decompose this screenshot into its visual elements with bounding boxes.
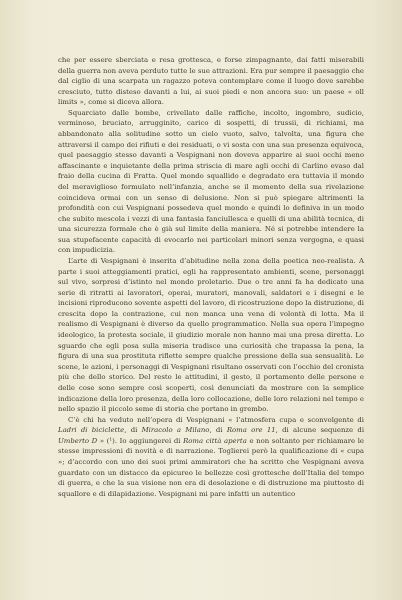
text-segment: , di alcune sequenze di xyxy=(275,426,365,435)
text-segment: L’arte di Vespignani è inserita d’abitudine nella zona della poetica neo-realista. A parte i suoi atteggiamenti pratici, egli ha rappresentato ambienti, scene, personaggi sul vivo, sorpresi d’istinto nel mondo proletario. Due o tre anni fa ha dedicato una serie di ritratti ai lavoratori, operai, muratori, manovali, saldatori e i disegni e le incisioni riproducono sovente aspetti del lavoro, di ricostruzione dopo la distruzione, di crescita dopo la contrazione, cui non manca una vena di volontà di lotta. Ma il realismo di Vespignani è diverso da quello programmatico. Nella sua opera l’impegno ideologico, la protesta sociale, il giudizio morale non hanno mai una presa diretta. Lo sguardo che egli posa sulla miseria tradisce una curiosità che trapassa la pena, la figura di una sua prostituta riflette sempre qualche pressione della sua sensualità. Le scene, le azioni, i personaggi di Vespignani risultano osservati con l’occhio del cronista più che dello storico. Del resto le attitudini, il gesto, il portamento delle persone e delle cose sono sempre così scoperti, così denunciati da mostrare con la semplice indicazione della loro presenza, della loro collocazione, delle loro relazioni nel tempo e nello spazio il piccolo seme di storia che portano in grembo. xyxy=(58,256,364,414)
italic-title: Roma città aperta xyxy=(183,436,247,445)
text-segment: » (¹). Io aggiungerei di xyxy=(97,436,184,445)
italic-title: Umberto D xyxy=(58,436,98,445)
text-segment: Squarciato dalle bombe, crivellato dalle raffiche, incolto, ingombro, sudicio, verminoso, bruciato, arrugginito, carico di sospetti, di trussii, di richiami, ma abbandonato alla solitudine sotto un cielo vuoto, salvo, talvolta, una figura che attraversi il campo dei rifiuti e dei residuati, o vi sosta con una sua presenza equivoca, quel paesaggio stesso davanti a Vespignani non doveva apparire ai suoi occhi meno affascinante e inquietante della prima striscia di mare agli occhi di Carlino evaso dal fraio della cucina di Fratta. Quel mondo squallido e degradato era tuttavia il mondo del meraviglioso formulato nell’infanzia, anche se il momento della sua rivelazione coincideva ormai con un senso di delusione. Non si può spiegare altrimenti la profondità con cui Vespignani possedeva quel mondo e quindi lo definiva in un modo che subito mescola i vezzi di una fantasia fanciullesca e quelli di una abilità tecnica, di una sicurezza formale che è già sul limite della maniera. Né si potrebbe intendere la sua stupefacente capacità di evocarlo nei particolari minori senza vergogna, e quasi con impudicizia. xyxy=(58,108,364,255)
text-segment: e non soltanto per richiamare le stesse impressioni di novità e di narrazione. Toglierei però la qualificazione di « cupa »; d’accordo con uno dei suoi primi ammiratori che ha scritto che Vespignani aveva guardato con un distacco da epicureo le bellezze così grottesche dell’Italia del tempo di guerra, e che la sua visione non era di desolazione e di distruzione ma piuttosto di squallore e di dilapidazione. Vespignani mi pare infatti un autentico xyxy=(58,436,364,498)
paragraph-1 xyxy=(58,55,364,108)
text-segment: , di xyxy=(209,426,227,435)
body-text xyxy=(58,55,364,499)
italic-title: Ladri di biciclette xyxy=(58,426,125,435)
italic-title: Roma ore 11 xyxy=(226,426,276,435)
paragraph-4 xyxy=(58,415,364,500)
italic-title: Miracolo a Milano xyxy=(141,426,210,435)
text-segment: che per essere sberciata e resa grottesca, e forse zimpagnante, dai fatti miserabili della guerra non aveva perduto tutte le sue attrazioni. Era pur sempre il paesaggio che dal ciglio di una scarpata un ragazzo poteva contemplare come il luogo dove sarebbe cresciuto, tutto disteso davanti a lui, ai suoi piedi e non ancora suo: un paese « oll limits », come si diceva allora. xyxy=(58,56,364,107)
paragraph-3 xyxy=(58,256,364,415)
paragraph-2 xyxy=(58,108,364,256)
text-segment: , di xyxy=(124,426,142,435)
text-segment: C’è chi ha veduto nell’opera di Vespignani « l’atmosfera cupa e sconvolgente di xyxy=(68,415,364,424)
